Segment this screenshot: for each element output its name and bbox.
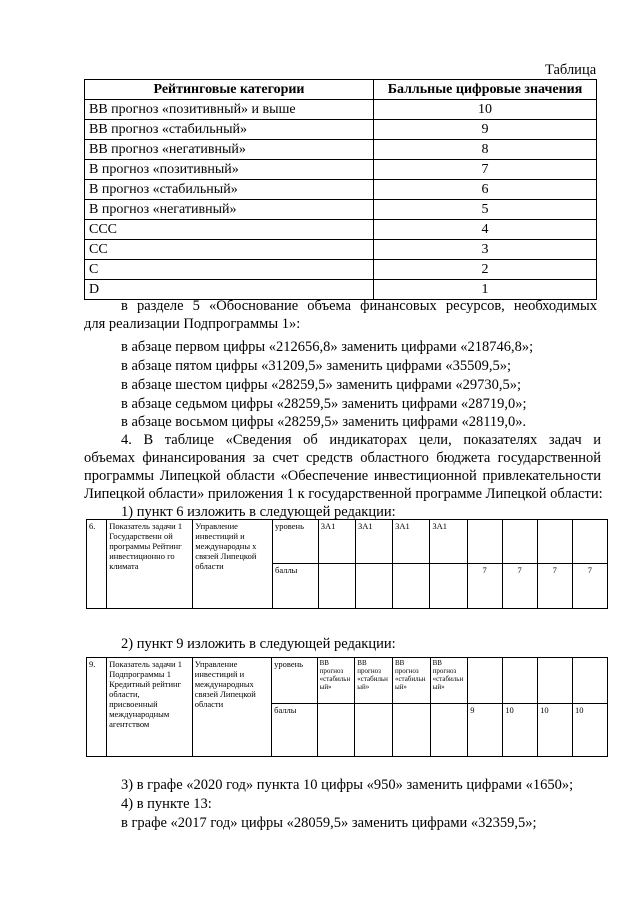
rating-value: 4: [374, 220, 597, 240]
t9-r2-c7: 10: [538, 704, 573, 757]
para4-line4: Липецкой области» приложения 1 к государственной программе Липецкой области:: [84, 486, 603, 502]
header-categories: Рейтинговые категории: [85, 80, 374, 100]
t9-r1-c3: ВВ прогноз «стабильн ый»: [392, 658, 430, 704]
rating-row: [85, 180, 597, 200]
t9-r1-c1: ВВ прогноз «стабильн ый»: [317, 658, 355, 704]
t6-r2-c6: 7: [502, 564, 537, 609]
t6-r2-c8: 7: [572, 564, 607, 609]
item-5: в абзаце восьмом цифры «28259,5» заменить цифрами «28119,0».: [121, 414, 527, 430]
table-point-9: [86, 657, 608, 757]
rating-value: 6: [374, 180, 597, 200]
rating-category: В прогноз «негативный»: [85, 200, 374, 220]
t6-r2-c7: 7: [537, 564, 572, 609]
t9-executor: Управление инвестиций и международных связей Липецкой области: [192, 658, 271, 757]
para4-line2: объемах финансирования за счет средств областного бюджета государственной: [84, 450, 601, 466]
t9-r1-c7: [538, 658, 573, 704]
rating-category: ВВ прогноз «стабильный»: [85, 120, 374, 140]
point-3: 3) в графе «2020 год» пункта 10 цифры «950» заменить цифрами «1650»;: [121, 777, 574, 793]
t6-r1-c3: 3А1: [393, 520, 430, 564]
t9-r1-c8: [573, 658, 608, 704]
t9-r2-c1: [317, 704, 355, 757]
rating-row: [85, 260, 597, 280]
header-values: Балльные цифровые значения: [374, 80, 597, 100]
t9-r2-c2: [355, 704, 393, 757]
rating-category: D: [85, 280, 374, 300]
point-4a: в графе «2017 год» цифры «28059,5» заменить цифрами «32359,5»;: [121, 815, 537, 831]
rating-value: 3: [374, 240, 597, 260]
point-2: 2) пункт 9 изложить в следующей редакции:: [121, 636, 396, 652]
rating-category: ВВ прогноз «негативный»: [85, 140, 374, 160]
point-1: 1) пункт 6 изложить в следующей редакции:: [121, 504, 396, 520]
t6-r1-c4: 3А1: [430, 520, 467, 564]
rating-value: 8: [374, 140, 597, 160]
t9-unit1: уровень: [272, 658, 317, 704]
rating-value: 1: [374, 280, 597, 300]
t9-num: 9.: [87, 658, 107, 757]
table-caption: Таблица: [545, 62, 597, 78]
rating-table: [84, 79, 597, 300]
t6-r1-c8: [572, 520, 607, 564]
t9-indicator: Показатель задачи 1 Подпрограммы 1 Кредитный рейтинг области, присвоенный международным агентством: [107, 658, 193, 757]
para4-line3: программы Липецкой области «Обеспечение инвестиционной привлекательности: [84, 468, 601, 484]
rating-value: 2: [374, 260, 597, 280]
rating-category: ВВ прогноз «позитивный» и выше: [85, 100, 374, 120]
t6-r2-c4: [430, 564, 467, 609]
t6-r2-c3: [393, 564, 430, 609]
rating-row: [85, 160, 597, 180]
t6-num: 6.: [87, 520, 107, 609]
t9-r2-c6: 10: [503, 704, 538, 757]
rating-value: 5: [374, 200, 597, 220]
t6-unit2: баллы: [273, 564, 319, 609]
t6-r1-c6: [502, 520, 537, 564]
para4-line1: 4. В таблице «Сведения об индикаторах цели, показателях задач и: [121, 432, 601, 448]
t6-executor: Управление инвестиций и международны х связей Липецкой области: [193, 520, 273, 609]
t6-r1-c2: 3А1: [355, 520, 392, 564]
para1-line1: в разделе 5 «Обоснование объема финансовых ресурсов, необходимых: [121, 298, 597, 314]
t9-r2-c5: 9: [468, 704, 503, 757]
t6-unit1: уровень: [273, 520, 319, 564]
t9-unit2: баллы: [272, 704, 317, 757]
t9-r1-c6: [503, 658, 538, 704]
rating-value: 7: [374, 160, 597, 180]
t9-r1-c2: ВВ прогноз «стабильн ый»: [355, 658, 393, 704]
rating-row: [85, 200, 597, 220]
t6-r2-c5: 7: [467, 564, 502, 609]
t9-r1-c5: [468, 658, 503, 704]
rating-category: В прогноз «позитивный»: [85, 160, 374, 180]
rating-category: СС: [85, 240, 374, 260]
t6-r1-c7: [537, 520, 572, 564]
rating-row: [85, 140, 597, 160]
t6-r2-c2: [355, 564, 392, 609]
point-4: 4) в пункте 13:: [121, 796, 212, 812]
rating-row: [85, 220, 597, 240]
table-point-6: [86, 519, 608, 609]
item-3: в абзаце шестом цифры «28259,5» заменить цифрами «29730,5»;: [121, 377, 522, 393]
para1-line2: для реализации Подпрограммы 1»:: [84, 316, 301, 332]
t6-r1-c5: [467, 520, 502, 564]
rating-value: 9: [374, 120, 597, 140]
t9-r2-c8: 10: [573, 704, 608, 757]
t6-r1-c1: 3А1: [318, 520, 355, 564]
item-4: в абзаце седьмом цифры «28259,5» заменить цифрами «28719,0»;: [121, 396, 527, 412]
rating-category: В прогноз «стабильный»: [85, 180, 374, 200]
t9-r2-c4: [430, 704, 468, 757]
rating-category: ССС: [85, 220, 374, 240]
rating-row: [85, 280, 597, 300]
t6-indicator: Показатель задачи 1 Государственн ой программы Рейтинг инвестиционно го климата: [107, 520, 193, 609]
item-2: в абзаце пятом цифры «31209,5» заменить цифрами «35509,5»;: [121, 358, 512, 374]
t6-r2-c1: [318, 564, 355, 609]
rating-row: [85, 120, 597, 140]
rating-row: [85, 240, 597, 260]
rating-value: 10: [374, 100, 597, 120]
rating-row: [85, 100, 597, 120]
t9-r1-c4: ВВ прогноз «стабильн ый»: [430, 658, 468, 704]
t9-r2-c3: [392, 704, 430, 757]
rating-category: С: [85, 260, 374, 280]
item-1: в абзаце первом цифры «212656,8» заменить цифрами «218746,8»;: [121, 339, 534, 355]
